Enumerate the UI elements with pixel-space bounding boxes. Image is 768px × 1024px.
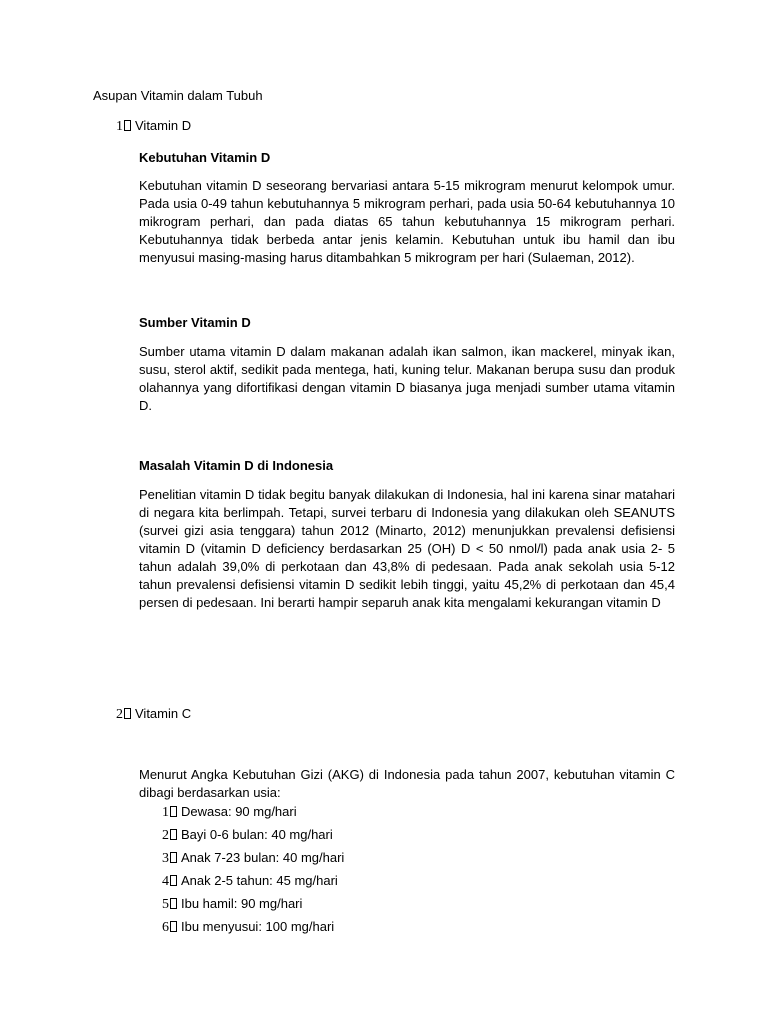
- list-number: 6: [162, 920, 169, 935]
- subsection-heading: Sumber Vitamin D: [139, 315, 251, 330]
- missing-glyph-icon: [170, 852, 177, 863]
- section-heading-vitamin-d: [116, 118, 191, 135]
- list-text: Ibu hamil: 90 mg/hari: [181, 896, 303, 911]
- list-item: [162, 873, 338, 890]
- section-title: Vitamin D: [135, 118, 192, 133]
- section-number: 1: [116, 119, 123, 134]
- paragraph-kebutuhan: Kebutuhan vitamin D seseorang bervariasi antara 5-15 mikrogram menurut kelompok umur. Pada usia 0-49 tahun kebutuhannya 5 mikrogram perhari, pada usia 50-64 kebutuhannya 10 mikrogram perhari, dan pada diatas 65 tahun kebutuhannya 15 mikrogram perhari. Kebutuhannya tidak berbeda antar jenis kelamin. Kebutuhan untuk ibu hamil dan ibu menyusui masing-masing harus ditambahkan 5 mikrogram per hari (Sulaeman, 2012).: [139, 178, 675, 265]
- missing-glyph-icon: [124, 708, 131, 719]
- list-text: Anak 2-5 tahun: 45 mg/hari: [181, 873, 338, 888]
- list-text: Ibu menyusui: 100 mg/hari: [181, 919, 335, 934]
- missing-glyph-icon: [170, 875, 177, 886]
- list-text: Bayi 0-6 bulan: 40 mg/hari: [181, 827, 333, 842]
- missing-glyph-icon: [170, 898, 177, 909]
- missing-glyph-icon: [124, 120, 131, 131]
- paragraph-akg-intro: Menurut Angka Kebutuhan Gizi (AKG) di Indonesia pada tahun 2007, kebutuhan vitamin C dibagi berdasarkan usia:: [139, 767, 675, 800]
- list-number: 2: [162, 828, 169, 843]
- paragraph-masalah: Penelitian vitamin D tidak begitu banyak dilakukan di Indonesia, hal ini karena sinar matahari di negara kita berlimpah. Tetapi, survei terbaru di Indonesia yang dilakukan oleh SEANUTS (survei gizi asia tenggara) tahun 2012 (Minarto, 2012) menunjukkan prevalensi defisiensi vitamin D (vitamin D deficiency berdasarkan 25 (OH) D < 50 nmol/l) pada anak usia 2- 5 tahun adalah 39,0% di perkotaan dan 43,8% di pedesaan. Pada anak sekolah usia 5-12 tahun prevalensi defisiensi vitamin D sedikit lebih tinggi, yaitu 45,2% di perkotaan dan 45,4 persen di pedesaan. Ini berarti hampir separuh anak kita mengalami kekurangan vitamin D: [139, 487, 675, 610]
- list-number: 3: [162, 851, 169, 866]
- list-item: [162, 804, 297, 821]
- list-number: 5: [162, 897, 169, 912]
- list-item: [162, 850, 344, 867]
- list-text: Dewasa: 90 mg/hari: [181, 804, 297, 819]
- section-title: Vitamin C: [135, 706, 192, 721]
- subsection-heading: Kebutuhan Vitamin D: [139, 150, 271, 165]
- list-item: [162, 827, 333, 844]
- missing-glyph-icon: [170, 829, 177, 840]
- paragraph-sumber: Sumber utama vitamin D dalam makanan adalah ikan salmon, ikan mackerel, minyak ikan, susu, sterol aktif, sedikit pada mentega, hati, kuning telur. Makanan berupa susu dan produk olahannya yang difortifikasi dengan vitamin D biasanya juga menjadi sumber utama vitamin D.: [139, 344, 675, 413]
- missing-glyph-icon: [170, 921, 177, 932]
- section-heading-vitamin-c: [116, 706, 191, 723]
- list-number: 4: [162, 874, 169, 889]
- list-number: 1: [162, 805, 169, 820]
- subsection-heading: Masalah Vitamin D di Indonesia: [139, 458, 334, 473]
- list-text: Anak 7-23 bulan: 40 mg/hari: [181, 850, 345, 865]
- section-number: 2: [116, 707, 123, 722]
- missing-glyph-icon: [170, 806, 177, 817]
- list-item: [162, 919, 334, 936]
- document-title: Asupan Vitamin dalam Tubuh: [93, 88, 263, 103]
- list-item: [162, 896, 302, 913]
